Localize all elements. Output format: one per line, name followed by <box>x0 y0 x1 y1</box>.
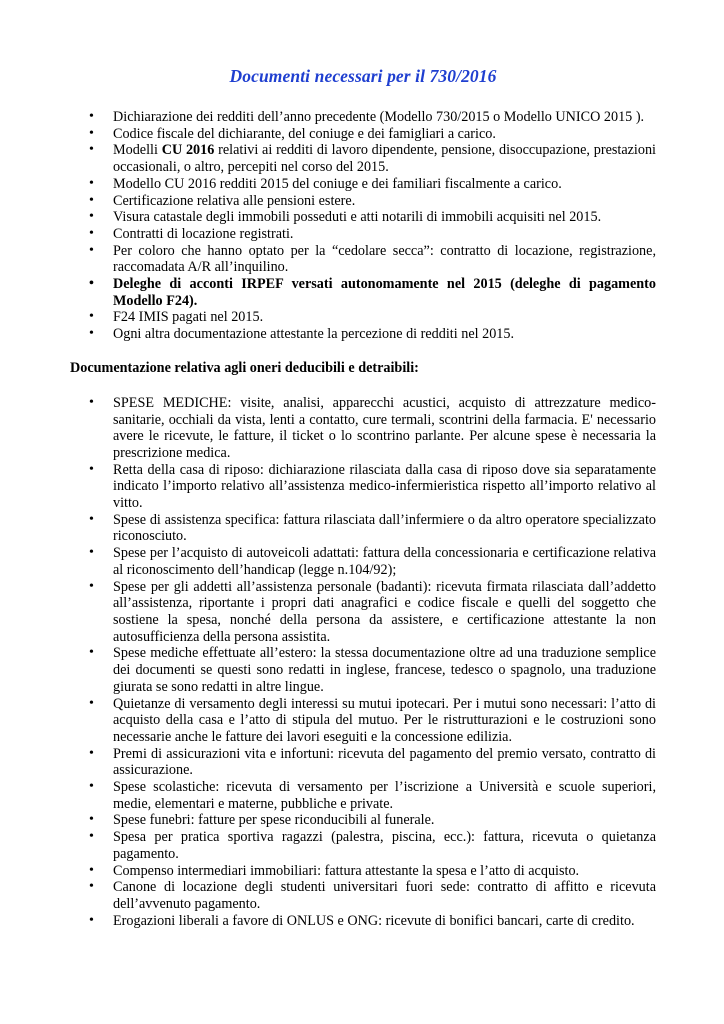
list-item: • Spese mediche effettuate all’estero: la stessa documentazione oltre ad una traduzione semplice dei documenti se questi sono redatti in inglese, francese, tedesco o spagnolo, una traduzione giurata se sono redatti in altre lingue. <box>70 645 656 695</box>
list-item: • Spese di assistenza specifica: fattura rilasciata dall’infermiere o da altro operatore specializzato riconosciuto. <box>70 512 656 545</box>
list-item-text: Ogni altra documentazione attestante la percezione di redditi nel 2015. <box>113 326 515 343</box>
list-item: • Compenso intermediari immobiliari: fattura attestante la spesa e l’atto di acquisto. <box>70 863 656 880</box>
list-item: • Canone di locazione degli studenti universitari fuori sede: contratto di affitto e ricevuta dell’avvenuto pagamento. <box>70 879 656 912</box>
list-item: • Spese per l’acquisto di autoveicoli adattati: fattura della concessionaria e certificazione relativa al riconoscimento dell’handicap (legge n.104/92); <box>70 545 656 578</box>
list-item <box>70 142 656 175</box>
list-item: • Quietanze di versamento degli interessi su mutui ipotecari. Per i mutui sono necessari: l’atto di acquisto della casa e l’atto di stipula del mutuo. Per le ristrutturazioni e le costruzioni sono necessarie anche le fatture dei lavori eseguiti e la concessione edilizia. <box>70 696 656 746</box>
list-item: • Retta della casa di riposo: dichiarazione rilasciata dalla casa di riposo dove sia separatamente indicato l’importo relativo all’assistenza medico-infermieristica rispetto all’importo relativo al vitto. <box>70 462 656 512</box>
list-item <box>70 209 656 226</box>
section-heading: Documentazione relativa agli oneri deducibili e detraibili: <box>70 359 419 376</box>
list-item: • SPESE MEDICHE: visite, analisi, apparecchi acustici, acquisto di attrezzature medico-sanitarie, occhiali da vista, lenti a contatto, cure termali, scontrini della farmacia. E' necessario avere le ricevute, le fatture, il ticket o lo scontrino parlante. Per alcune spese è necessaria la prescrizione medica. <box>70 395 656 462</box>
list-item-text: Codice fiscale del dichiarante, del coniuge e dei famigliari a carico. <box>113 125 496 142</box>
list-item-bold-text: Deleghe di acconti IRPEF versati autonomamente nel 2015 (deleghe di pagamento Modello F24). <box>113 276 656 309</box>
list-item-bold-text: CU 2016 <box>161 142 215 159</box>
list-item-text: Per coloro che hanno optato per la “cedolare secca”: contratto di locazione, registrazione, raccomadata A/R all’inquilino. <box>113 242 656 276</box>
list-item: • Spese funebri: fatture per spese riconducibili al funerale. <box>70 812 656 829</box>
required-documents-list <box>70 109 656 343</box>
list-item <box>70 326 656 343</box>
deductible-expenses-list <box>70 395 656 930</box>
list-item: • Spesa per pratica sportiva ragazzi (palestra, piscina, ecc.): fattura, ricevuta o quietanza pagamento. <box>70 829 656 862</box>
list-item-text: Modello CU 2016 redditi 2015 del coniuge e dei familiari fiscalmente a carico. <box>113 175 562 192</box>
list-item-text: relativi ai redditi di lavoro dipendente, pensione, disoccupazione, prestazioni occasionali, o altro, percepiti nel corso del 2015. <box>113 142 656 176</box>
list-item <box>70 176 656 193</box>
list-item: • Premi di assicurazioni vita e infortuni: ricevuta del pagamento del premio versato, contratto di assicurazione. <box>70 746 656 779</box>
list-item <box>70 193 656 210</box>
document-title: Documenti necessari per il 730/2016 <box>229 66 497 86</box>
list-item-text: Visura catastale degli immobili posseduti e atti notarili di immobili acquisiti nel 2015. <box>113 209 602 226</box>
list-item <box>70 243 656 276</box>
list-item-text: Modelli <box>113 142 162 159</box>
list-item: • Erogazioni liberali a favore di ONLUS e ONG: ricevute di bonifici bancari, carte di credito. <box>70 913 656 930</box>
list-item-text: Contratti di locazione registrati. <box>113 225 294 242</box>
list-item: • Spese scolastiche: ricevuta di versamento per l’iscrizione a Università e scuole superiori, medie, elementari e materne, pubbliche e private. <box>70 779 656 812</box>
list-item-text: Certificazione relativa alle pensioni estere. <box>113 192 356 209</box>
list-item: • Spese per gli addetti all’assistenza personale (badanti): ricevuta firmata rilasciata dall’addetto all’assistenza, riportante i propri dati anagrafici e codice fiscale e quelli del soggetto che sostiene la spesa, nonché della persona da assistere, e certificazione attestante la non autosufficienza della persona assistita. <box>70 579 656 646</box>
list-item <box>70 309 656 326</box>
list-item <box>70 126 656 143</box>
list-item <box>70 226 656 243</box>
list-item <box>70 109 656 126</box>
list-item <box>70 276 656 309</box>
list-item-text: F24 IMIS pagati nel 2015. <box>113 309 264 326</box>
list-item-text: Dichiarazione dei redditi dell’anno precedente (Modello 730/2015 o Modello UNICO 2015 ). <box>113 109 645 125</box>
